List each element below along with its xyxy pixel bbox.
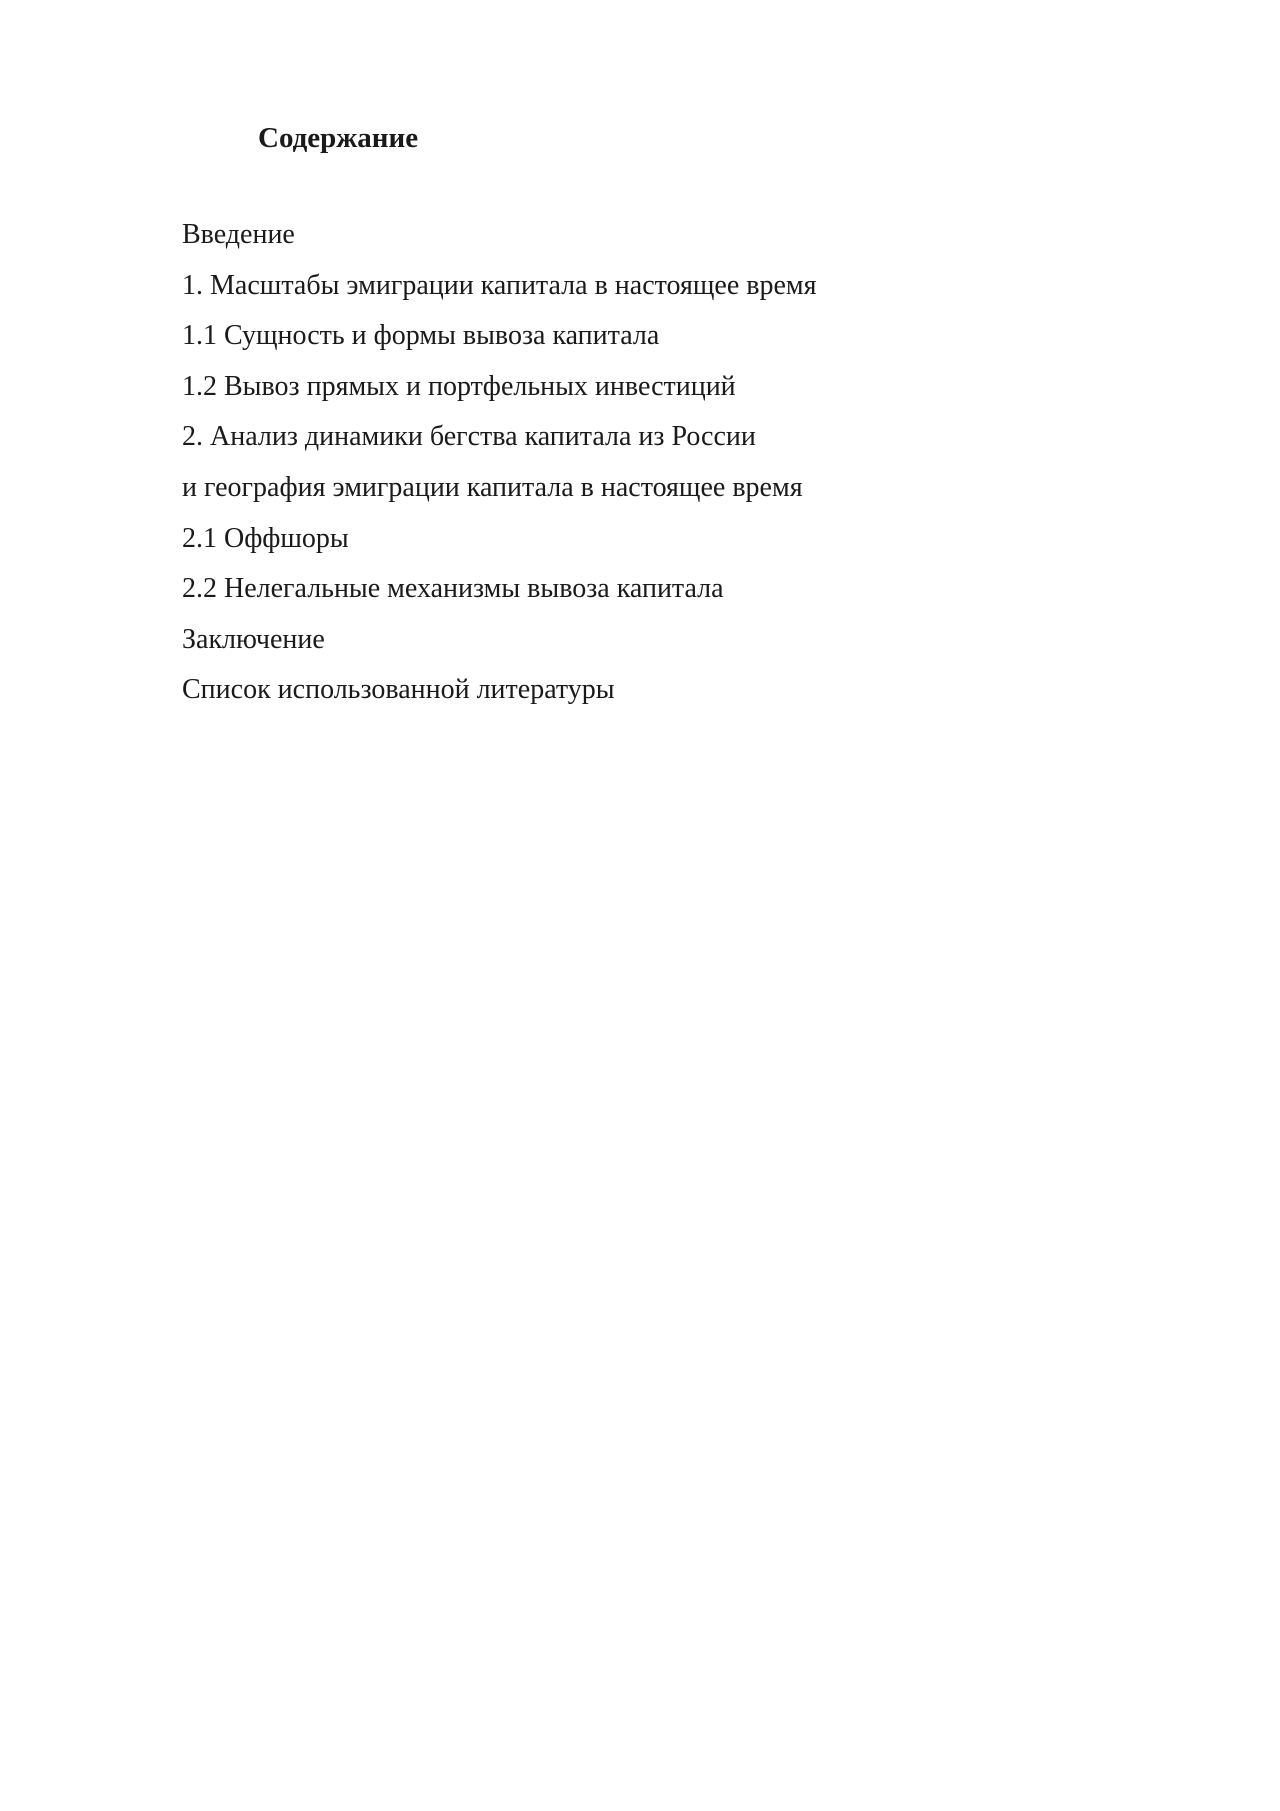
toc-item-conclusion: Заключение [182, 623, 325, 655]
toc-item-bibliography: Список использованной литературы [182, 674, 615, 706]
toc-item-chapter-2-continued: и география эмиграции капитала в настоящее время [182, 471, 803, 503]
toc-item-section-2-2: 2.2 Нелегальные механизмы вывоза капитала [182, 573, 724, 605]
table-of-contents [182, 210, 817, 716]
toc-item-chapter-2: 2. Анализ динамики бегства капитала из России [182, 421, 756, 453]
toc-item-section-1-2: 1.2 Вывоз прямых и портфельных инвестиций [182, 370, 736, 402]
toc-item-introduction: Введение [182, 219, 295, 250]
toc-item-section-2-1: 2.1 Оффшоры [182, 522, 349, 554]
toc-item-section-1-1: 1.1 Сущность и формы вывоза капитала [182, 320, 660, 352]
page-title: Содержание [258, 122, 419, 154]
toc-item-chapter-1: 1. Масштабы эмиграции капитала в настоящее время [182, 269, 817, 301]
